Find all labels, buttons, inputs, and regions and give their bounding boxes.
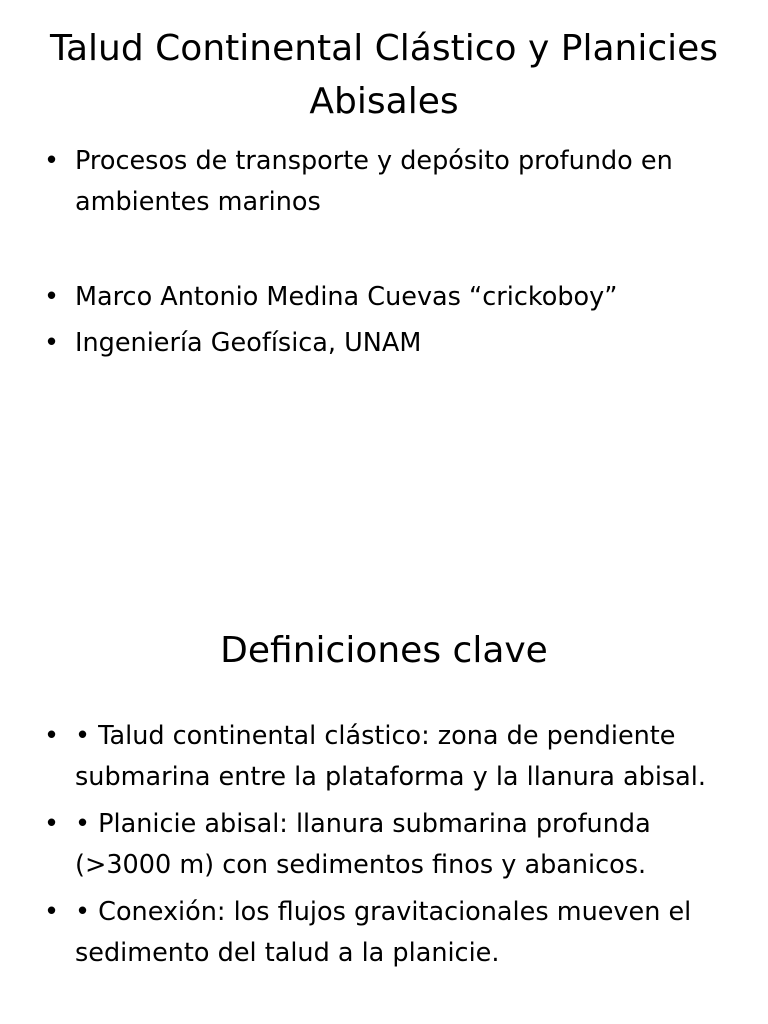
bullet-item-planicie <box>44 804 714 886</box>
bullet-text: • Conexión: los flujos gravitacionales mueven el sedimento del talud a la planicie. <box>75 897 692 968</box>
slide-1-bullet-list <box>44 141 714 364</box>
bullet-item-talud <box>44 716 714 798</box>
bullet-text: Ingeniería Geofísica, UNAM <box>75 328 422 358</box>
bullet-item-affiliation <box>44 323 714 364</box>
bullet-dot-icon: • <box>44 721 60 751</box>
slide-1-title: Talud Continental Clástico y Planicies Abisales <box>49 28 719 122</box>
bullet-dot-icon: • <box>44 809 60 839</box>
bullet-text: Marco Antonio Medina Cuevas “crickoboy” <box>75 282 618 312</box>
bullet-text: Procesos de transporte y depósito profundo en ambientes marinos <box>75 146 673 217</box>
bullet-text: • Planicie abisal: llanura submarina profunda (>3000 m) con sedimentos finos y abanicos. <box>75 809 651 880</box>
bullet-text: • Talud continental clástico: zona de pendiente submarina entre la plataforma y la llanura abisal. <box>75 721 707 792</box>
bullet-dot-icon: • <box>44 146 60 176</box>
slide-2-bullet-list <box>44 716 714 980</box>
slide-2 <box>0 512 768 1024</box>
bullet-item-subtitle <box>44 141 714 223</box>
bullet-item-conexion <box>44 892 714 974</box>
slide-2-title: Definiciones clave <box>220 630 548 671</box>
bullet-dot-icon: • <box>44 282 60 312</box>
bullet-dot-icon: • <box>44 328 60 358</box>
bullet-dot-icon: • <box>44 897 60 927</box>
bullet-item-author <box>44 277 714 318</box>
